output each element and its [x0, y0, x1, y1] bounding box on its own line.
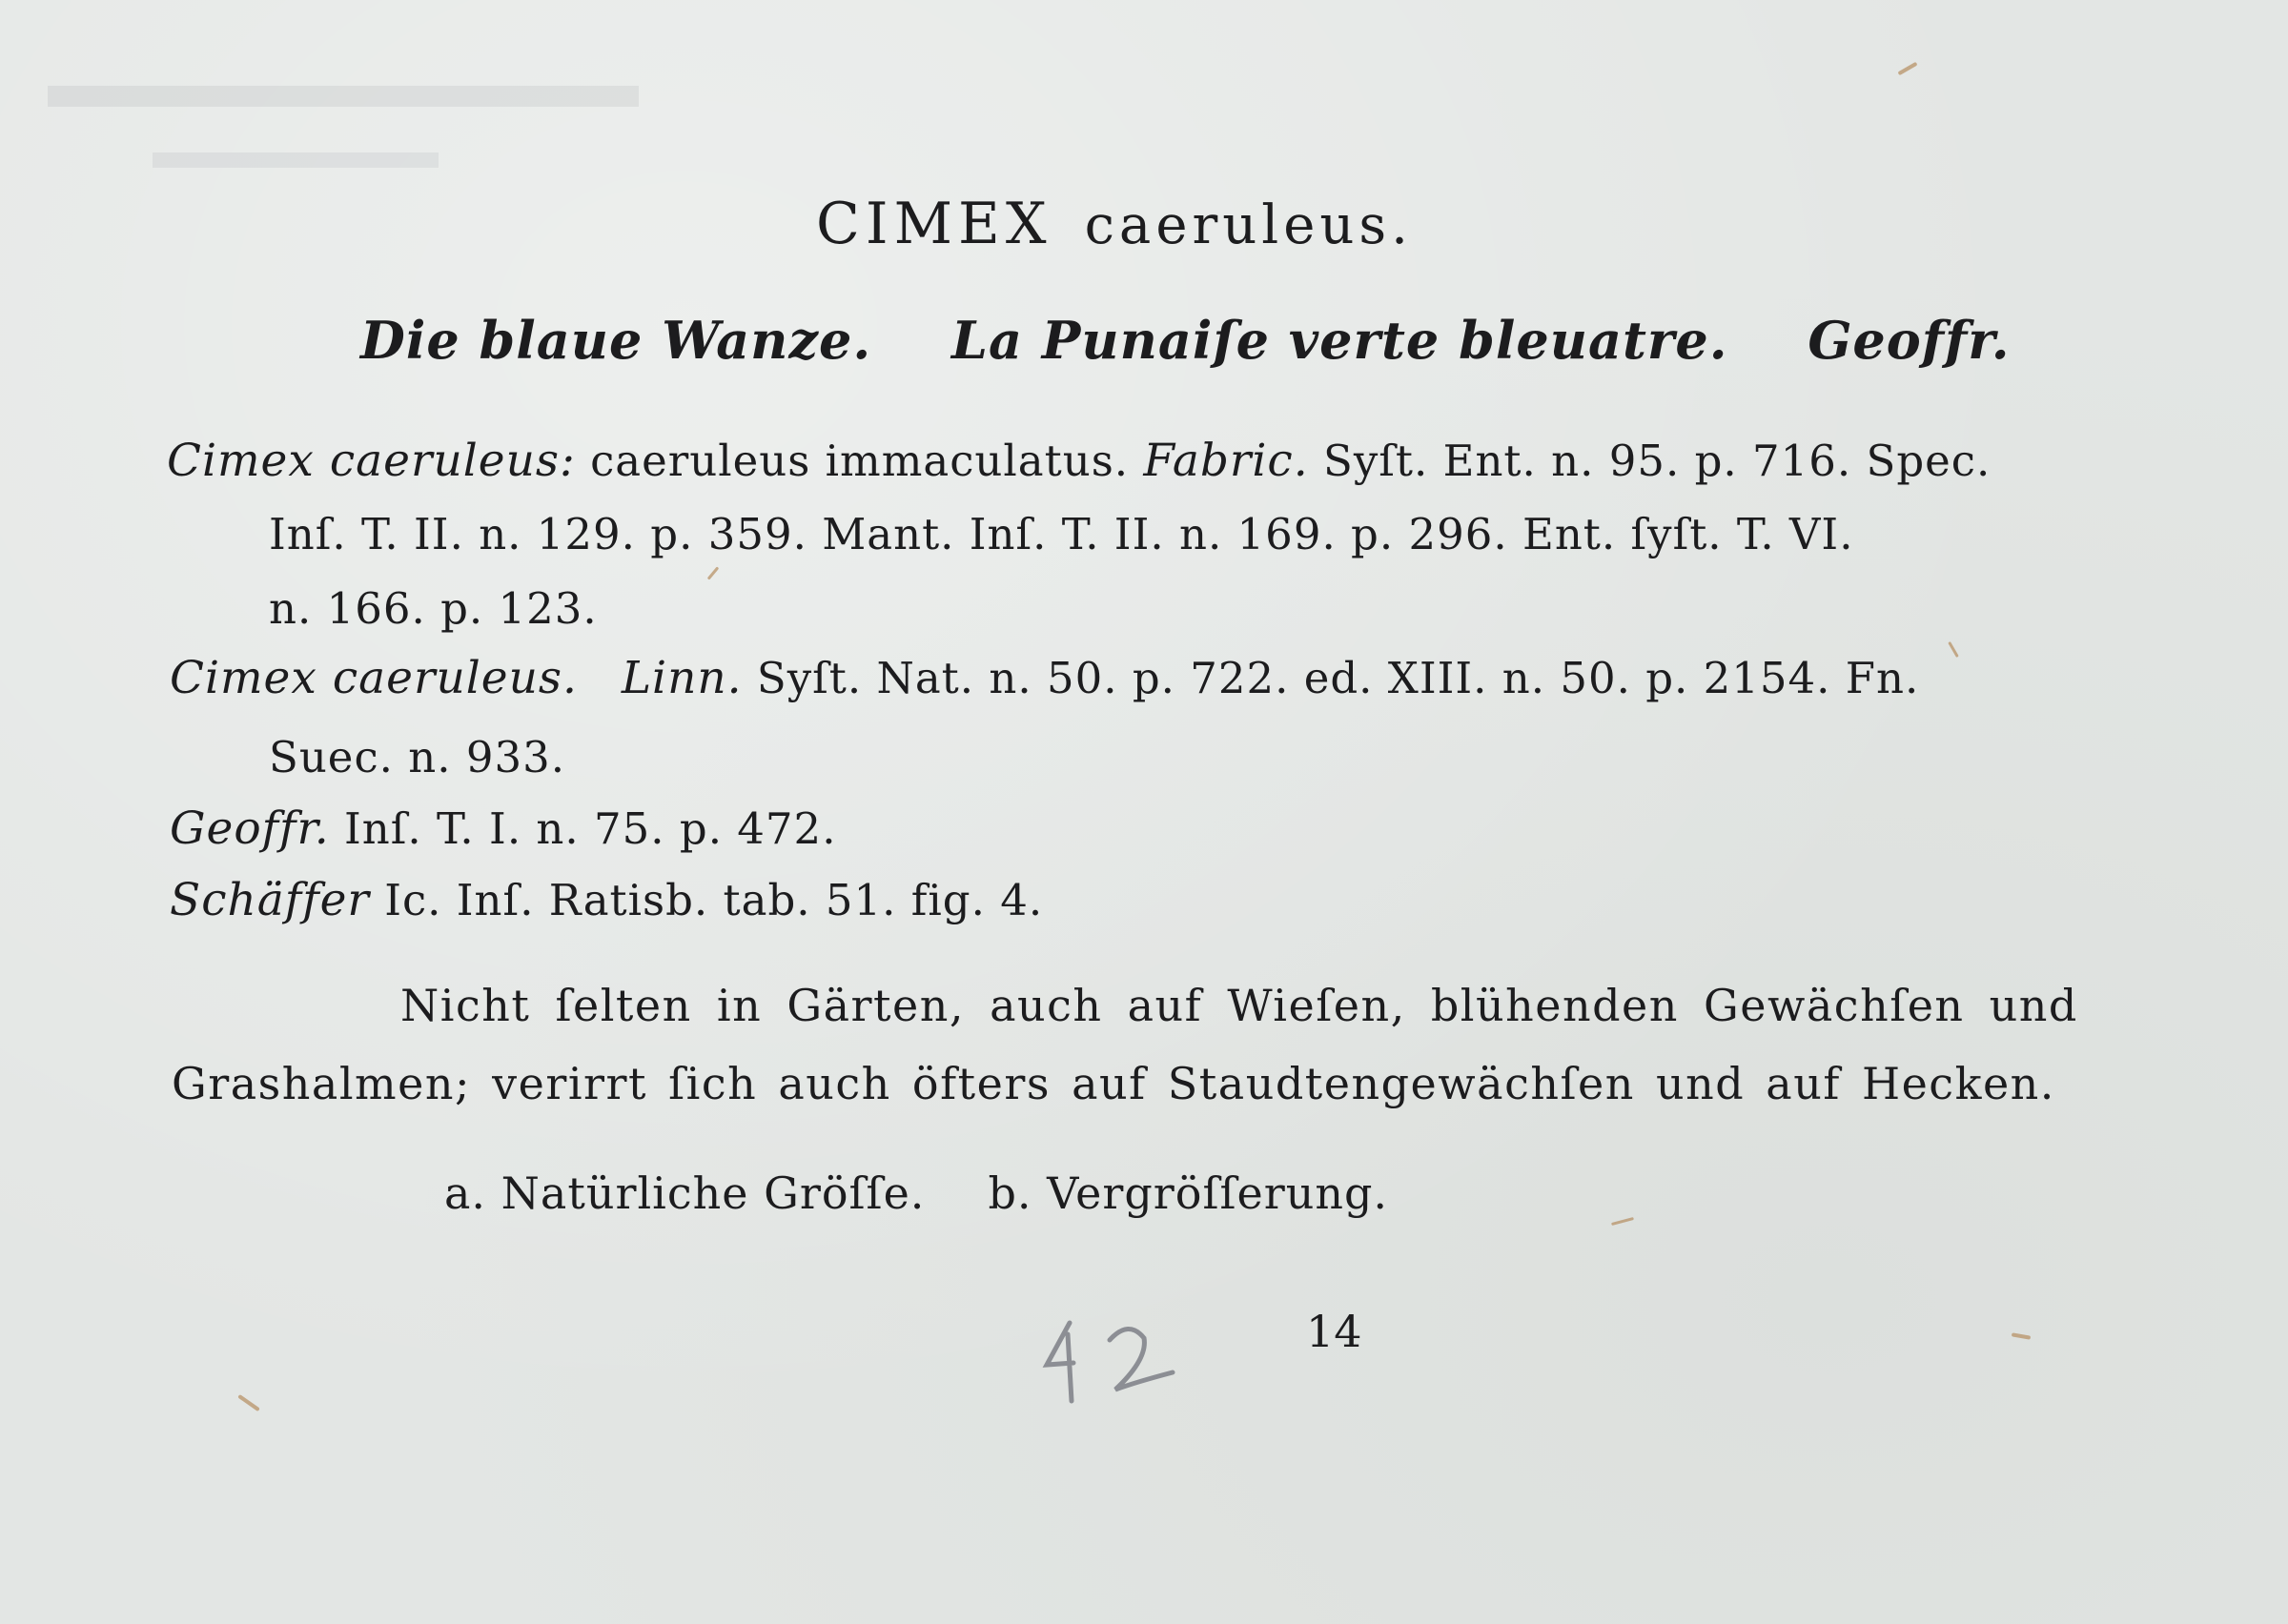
pencil-note-drawing: [1030, 1306, 1201, 1420]
reference-author: Cimex caeruleus:: [167, 435, 576, 487]
reference-line: [170, 802, 837, 855]
paper-fleck: [2012, 1332, 2031, 1339]
paper-fleck: [1611, 1217, 1634, 1226]
reference-author: Cimex caeruleus.: [170, 652, 578, 704]
paper-fleck: [1948, 641, 1959, 658]
title-species: caeruleus.: [1084, 194, 1413, 256]
paper-fleck: [237, 1394, 260, 1411]
page-number: 14: [1306, 1306, 1362, 1357]
paper-fleck: [1897, 62, 1917, 75]
reference-line: [170, 652, 1919, 704]
reference-line: [269, 583, 598, 634]
reference-author: Fabric.: [1143, 435, 1309, 487]
legend-item-b: b. Vergröſſerung.: [988, 1167, 1389, 1219]
common-name-german: Die blaue Wanze.: [360, 310, 872, 371]
title-genus: CIMEX: [816, 191, 1052, 257]
common-name-french: La Punaiſe verte bleuatre.: [951, 310, 1728, 371]
page-title: [816, 191, 1413, 257]
reference-author: Geoffr.: [170, 802, 330, 855]
reference-text: Suec. n. 933.: [269, 732, 566, 782]
reference-line: [170, 874, 1043, 926]
reference-text: Inſ. T. I. n. 75. p. 472.: [329, 803, 837, 854]
reference-text: caeruleus immaculatus.: [575, 436, 1144, 486]
legend-item-a: a. Natürliche Gröſſe.: [444, 1167, 926, 1219]
figure-legend: [444, 1167, 1388, 1219]
habitat-paragraph-line: Grashalmen; verirrt ſich auch öfters auf Staudtengewächſen und auf Hecken.: [172, 1058, 2055, 1109]
common-name-source: Geoffr.: [1808, 310, 2011, 371]
common-names: [360, 310, 2011, 371]
reference-text: Syſt. Nat. n. 50. p. 722. ed. XIII. n. 50. p. 2154. Fn.: [742, 653, 1920, 703]
reference-text: Inſ. T. II. n. 129. p. 359. Mant. Inſ. T. II. n. 169. p. 296. Ent. ſyſt. T. VI.: [269, 509, 1854, 559]
reference-author: Linn.: [621, 652, 743, 704]
reference-text: n. 166. p. 123.: [269, 583, 598, 634]
reference-line: [167, 435, 1991, 487]
reference-author: Schäffer: [170, 874, 370, 926]
reference-text: Syſt. Ent. n. 95. p. 716. Spec.: [1308, 436, 1992, 486]
reference-line: [269, 732, 565, 782]
show-through-text: [38, 57, 667, 210]
reference-line: [269, 509, 1854, 559]
habitat-paragraph-line: Nicht ſelten in Gärten, auch auf Wieſen, blühenden Gewächſen und: [400, 980, 2078, 1031]
paper-fleck: [707, 566, 720, 579]
reference-text: Ic. Inſ. Ratisb. tab. 51. fig. 4.: [369, 875, 1044, 925]
